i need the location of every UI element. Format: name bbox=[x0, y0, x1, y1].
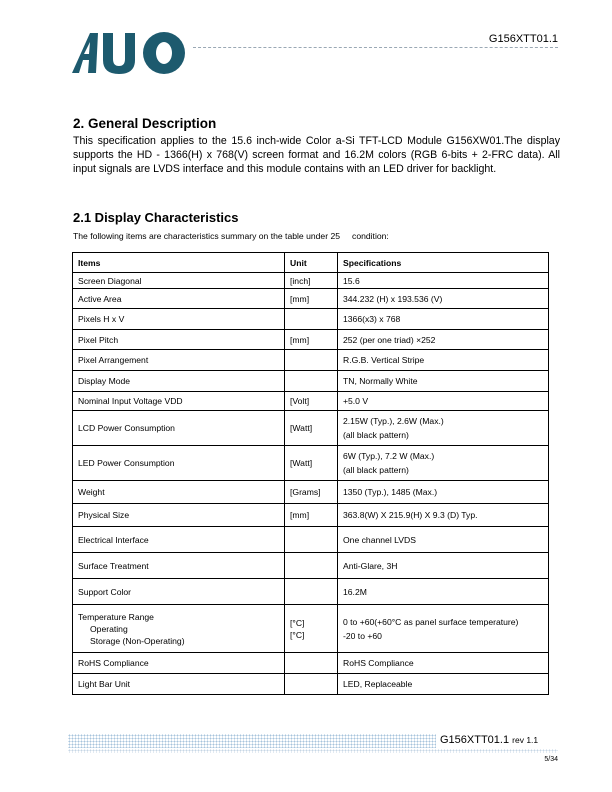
table-row bbox=[73, 273, 549, 289]
table-row bbox=[73, 579, 549, 605]
table-row bbox=[73, 553, 549, 579]
spec-cell bbox=[338, 411, 549, 446]
unit-cell bbox=[285, 371, 338, 392]
footer-revision: rev 1.1 bbox=[512, 735, 539, 745]
spec-cell: 1350 (Typ.), 1485 (Max.) bbox=[338, 481, 549, 504]
item-cell: Active Area bbox=[73, 289, 285, 309]
unit-cell bbox=[285, 527, 338, 553]
item-cell: Light Bar Unit bbox=[73, 674, 285, 695]
item-cell: LCD Power Consumption bbox=[73, 411, 285, 446]
footer-doc-number: G156XTT01.1 bbox=[440, 734, 510, 746]
unit-cell bbox=[285, 309, 338, 330]
spec-cell: 1366(x3) x 768 bbox=[338, 309, 549, 330]
item-cell: Screen Diagonal bbox=[73, 273, 285, 289]
item-cell: Physical Size bbox=[73, 504, 285, 527]
subsection-title: 2.1 Display Characteristics bbox=[73, 210, 239, 225]
table-row bbox=[73, 350, 549, 371]
footer-doc-code bbox=[440, 734, 538, 746]
unit-cell: [Volt] bbox=[285, 392, 338, 411]
table-row bbox=[73, 289, 549, 309]
table-row bbox=[73, 446, 549, 481]
table-row bbox=[73, 481, 549, 504]
display-characteristics-table bbox=[72, 252, 549, 695]
table-row bbox=[73, 653, 549, 674]
footer-dotted-bar bbox=[68, 734, 436, 748]
table-row bbox=[73, 504, 549, 527]
item-cell: LED Power Consumption bbox=[73, 446, 285, 481]
table-row bbox=[73, 527, 549, 553]
item-cell: Pixels H x V bbox=[73, 309, 285, 330]
item-cell: Pixel Arrangement bbox=[73, 350, 285, 371]
table-header-row bbox=[73, 253, 549, 273]
spec-line: 0 to +60(+60°C as panel surface temperature) bbox=[343, 616, 519, 627]
item-cell: Electrical Interface bbox=[73, 527, 285, 553]
unit-cell: [mm] bbox=[285, 289, 338, 309]
auo-logo bbox=[72, 30, 187, 74]
table-row bbox=[73, 674, 549, 695]
unit-cell bbox=[285, 674, 338, 695]
spec-cell: 344.232 (H) x 193.536 (V) bbox=[338, 289, 549, 309]
item-cell: Surface Treatment bbox=[73, 553, 285, 579]
spec-line-note: (all black pattern) bbox=[343, 465, 409, 475]
spec-cell: 15.6 bbox=[338, 273, 549, 289]
spec-cell: RoHS Compliance bbox=[338, 653, 549, 674]
spec-cell: 16.2M bbox=[338, 579, 549, 605]
spec-line: 6W (Typ.), 7.2 W (Max.) bbox=[343, 451, 435, 461]
spec-line: 2.15W (Typ.), 2.6W (Max.) bbox=[343, 416, 444, 426]
item-line-sub: Storage (Non-Operating) bbox=[90, 635, 185, 646]
logo-text: AUO bbox=[72, 30, 75, 31]
unit-line: [°C] bbox=[290, 629, 305, 640]
unit-cell bbox=[285, 579, 338, 605]
header-unit: Unit bbox=[285, 253, 338, 273]
page-number: 5/34 bbox=[544, 756, 558, 763]
unit-cell: [inch] bbox=[285, 273, 338, 289]
item-cell: Weight bbox=[73, 481, 285, 504]
table-row bbox=[73, 330, 549, 350]
header-divider bbox=[193, 47, 558, 48]
spec-line-note: (all black pattern) bbox=[343, 430, 409, 440]
unit-cell bbox=[285, 653, 338, 674]
footer-dotted-rule bbox=[68, 749, 558, 753]
spec-cell: LED, Replaceable bbox=[338, 674, 549, 695]
table-row bbox=[73, 411, 549, 446]
unit-cell: [Grams] bbox=[285, 481, 338, 504]
unit-cell bbox=[285, 605, 338, 653]
spec-cell bbox=[338, 446, 549, 481]
spec-cell: TN, Normally White bbox=[338, 371, 549, 392]
header-specifications: Specifications bbox=[338, 253, 549, 273]
section-description: This specification applies to the 15.6 inch-wide Color a-Si TFT-LCD Module G156XW01.The display supports the HD - 1366(H) x 768(V) screen format and 16.2M colors (RGB 6-bits + 2-FRC data). All input signals are LVDS interface and this module contains with an LED driver for backlight. bbox=[73, 135, 560, 175]
table-row bbox=[73, 392, 549, 411]
table-row bbox=[73, 309, 549, 330]
spec-cell: 363.8(W) X 215.9(H) X 9.3 (D) Typ. bbox=[338, 504, 549, 527]
section-title: 2. General Description bbox=[73, 116, 217, 131]
unit-cell: [mm] bbox=[285, 330, 338, 350]
header-doc-code: G156XTT01.1 bbox=[488, 33, 558, 45]
unit-cell: [mm] bbox=[285, 504, 338, 527]
item-cell: Display Mode bbox=[73, 371, 285, 392]
item-cell: Support Color bbox=[73, 579, 285, 605]
item-cell: RoHS Compliance bbox=[73, 653, 285, 674]
item-cell: Pixel Pitch bbox=[73, 330, 285, 350]
spec-cell: Anti-Glare, 3H bbox=[338, 553, 549, 579]
spec-cell: +5.0 V bbox=[338, 392, 549, 411]
spec-cell bbox=[338, 605, 549, 653]
spec-line: -20 to +60 bbox=[343, 630, 382, 641]
header-items: Items bbox=[73, 253, 285, 273]
intro-text-after: condition: bbox=[352, 231, 389, 241]
unit-cell: [Watt] bbox=[285, 446, 338, 481]
spec-cell: One channel LVDS bbox=[338, 527, 549, 553]
spec-cell: 252 (per one triad) ×252 bbox=[338, 330, 549, 350]
unit-cell bbox=[285, 350, 338, 371]
intro-text-before: The following items are characteristics summary on the table under 25 bbox=[73, 231, 341, 241]
table-row bbox=[73, 371, 549, 392]
unit-line: [°C] bbox=[290, 617, 305, 628]
spec-cell: R.G.B. Vertical Stripe bbox=[338, 350, 549, 371]
item-cell: Nominal Input Voltage VDD bbox=[73, 392, 285, 411]
item-cell bbox=[73, 605, 285, 653]
table-intro bbox=[73, 231, 389, 241]
unit-cell bbox=[285, 553, 338, 579]
unit-cell: [Watt] bbox=[285, 411, 338, 446]
table-row bbox=[73, 605, 549, 653]
item-line: Temperature Range bbox=[78, 611, 154, 622]
item-line-sub: Operating bbox=[90, 623, 128, 634]
